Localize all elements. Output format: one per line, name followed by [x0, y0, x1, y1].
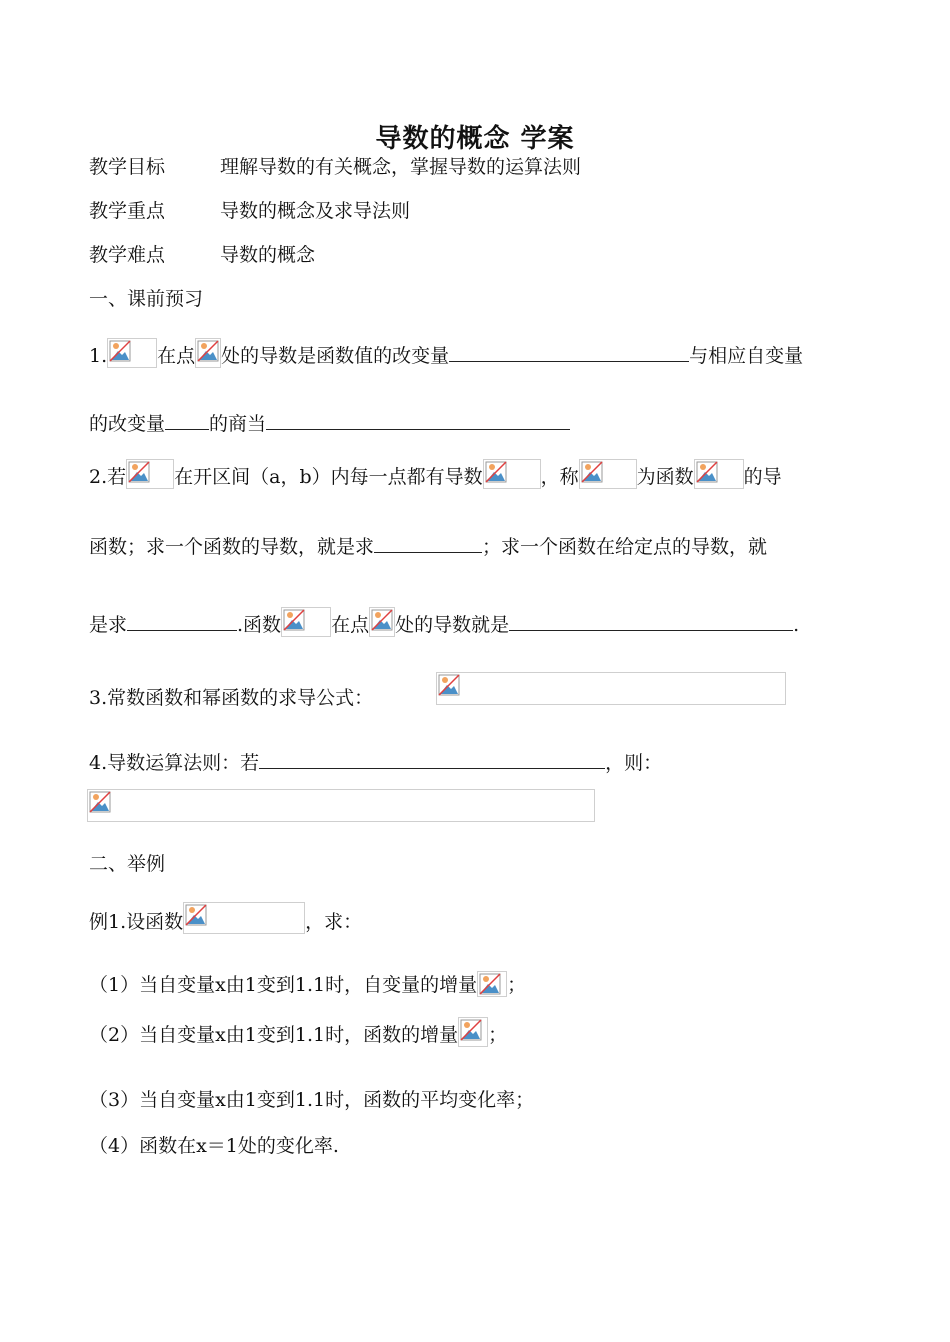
broken-image-icon [183, 902, 305, 934]
q1-text-e: 的改变量 [89, 413, 166, 435]
broken-image-icon [694, 459, 744, 489]
difficulty-row [89, 240, 315, 270]
section-preview-heading: 一、课前预习 [89, 288, 204, 310]
q1-text-b: 在点 [157, 345, 196, 367]
q2-text-i: .函数 [237, 614, 282, 636]
broken-image-icon [458, 1017, 488, 1047]
answer-blank[interactable] [127, 608, 237, 631]
q3-text: 3.常数函数和幂函数的求导公式： [89, 687, 374, 709]
q4-text-a: 4.导数运算法则：若 [89, 752, 260, 774]
q2-text-d: 为函数 [636, 466, 694, 488]
part-1 [89, 970, 526, 1000]
answer-blank[interactable] [509, 608, 793, 631]
q2-text-h: 是求 [89, 614, 128, 636]
broken-image-icon [477, 971, 507, 997]
q1-text-f: 的商当 [209, 413, 267, 435]
answer-blank[interactable] [374, 530, 482, 553]
q2-text-b: 在开区间（a，b）内每一点都有导数 [174, 466, 483, 488]
question-4 [89, 746, 662, 778]
broken-image-icon [87, 789, 595, 822]
objective-label: 教学目标 [89, 156, 166, 178]
answer-blank[interactable] [259, 746, 605, 769]
question-3 [89, 683, 373, 713]
broken-image-icon [369, 607, 395, 637]
part-1-end: ； [507, 974, 527, 996]
broken-image-icon [436, 672, 786, 705]
key-point-label: 教学重点 [89, 200, 166, 222]
difficulty-label: 教学难点 [89, 244, 166, 266]
page-title: 导数的概念 学案 [375, 124, 575, 154]
question-2-line-2 [89, 530, 767, 562]
q2-text-a: 2.若 [89, 466, 127, 488]
q2-text-c: ，称 [540, 466, 579, 488]
question-2-line-3 [89, 607, 799, 640]
section-examples-heading: 二、举例 [89, 853, 166, 875]
example-1 [89, 902, 362, 937]
objective-text: 理解导数的有关概念，掌握导数的运算法则 [220, 156, 582, 178]
answer-blank[interactable] [165, 407, 209, 430]
broken-image-icon [281, 607, 331, 637]
q2-text-g: ；求一个函数在给定点的导数，就 [482, 536, 768, 558]
part-4: （4）函数在x＝1处的变化率. [89, 1135, 339, 1157]
ex1-text-a: 例1.设函数 [89, 911, 184, 933]
part-2-text: （2）当自变量x由1变到1.1时，函数的增量 [89, 1024, 459, 1046]
part-2 [89, 1017, 507, 1050]
q2-text-j: 在点 [331, 614, 370, 636]
q2-text-k: 处的导数就是 [395, 614, 510, 636]
q1-text-d: 与相应自变量 [689, 345, 804, 367]
broken-image-icon [126, 459, 174, 489]
q1-text-c: 处的导数是函数值的改变量 [221, 345, 450, 367]
q2-text-e: 的导 [743, 466, 782, 488]
question-2-line-1 [89, 459, 782, 492]
answer-blank[interactable] [266, 407, 570, 430]
objective-row [89, 152, 581, 182]
part-1-text: （1）当自变量x由1变到1.1时，自变量的增量 [89, 974, 478, 996]
q2-text-f: 函数；求一个函数的导数，就是求 [89, 536, 375, 558]
broken-image-icon [107, 338, 157, 368]
q4-text-b: ，则： [605, 752, 663, 774]
part-3: （3）当自变量x由1变到1.1时，函数的平均变化率； [89, 1089, 535, 1111]
key-point-row [89, 196, 410, 226]
broken-image-icon [579, 459, 637, 489]
q1-number: 1. [89, 345, 108, 367]
difficulty-text: 导数的概念 [220, 244, 316, 266]
part-2-end: ； [488, 1024, 508, 1046]
question-1-line-1 [89, 338, 803, 371]
broken-image-icon [483, 459, 541, 489]
ex1-text-b: ，求： [305, 911, 363, 933]
q2-text-l: . [793, 614, 800, 636]
broken-image-icon [195, 338, 221, 368]
answer-blank[interactable] [449, 339, 689, 362]
question-1-line-2 [89, 407, 570, 439]
key-point-text: 导数的概念及求导法则 [220, 200, 411, 222]
